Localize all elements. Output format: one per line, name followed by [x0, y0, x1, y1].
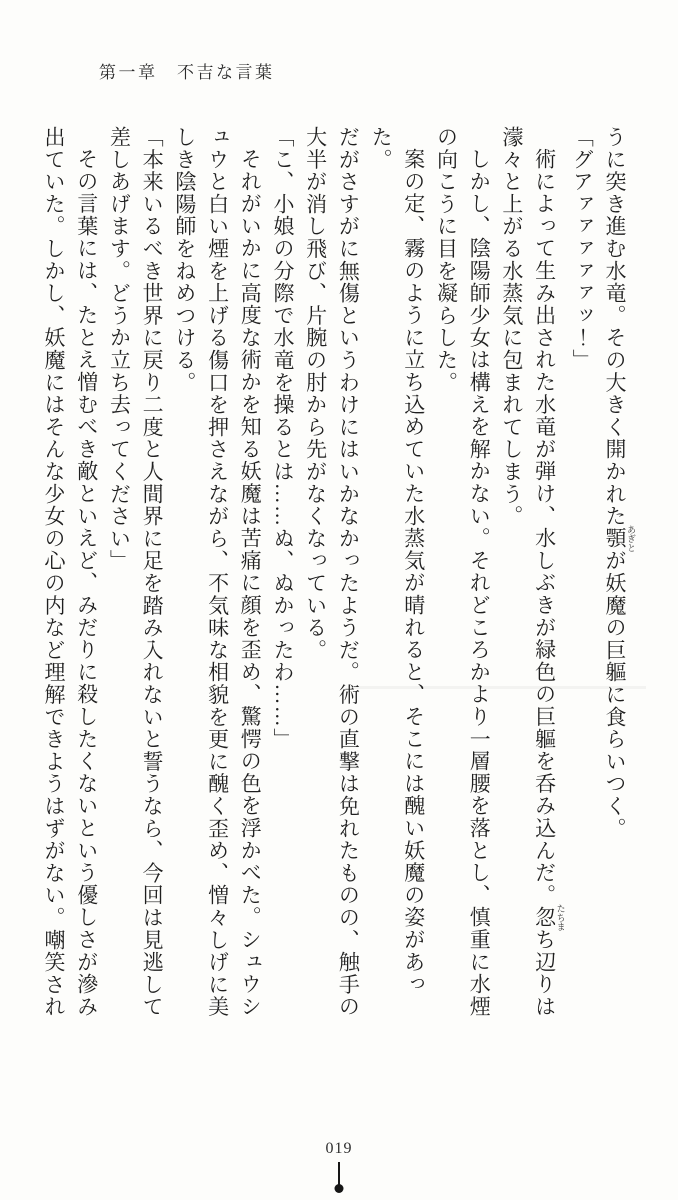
text-column: その言葉には、たとえ憎むべき敵といえど、みだりに殺したくないという優しさが滲み [74, 148, 99, 1018]
novel-body-text [42, 126, 636, 1020]
text-column: 術によって生み出された水竜が弾け、水しぶきが緑色の巨軀を呑み込んだ。忽 たちまち辺りは [532, 148, 566, 1018]
furigana-ruby: 顎 あぎと [603, 525, 636, 553]
text-column: うに突き進む水竜。その大きく開かれた顎 あぎとが妖魔の巨軀に食らいつく。 [603, 126, 636, 840]
text-column: の向こうに目を凝らした。 [434, 126, 459, 394]
text-column: だがさすがに無傷というわけにはいかなかったようだ。術の直撃は免れたものの、触手の [336, 126, 361, 1018]
text-column: 「グアァァァァァッ！」 [570, 126, 595, 372]
text-column: しき陰陽師をねめつける。 [172, 126, 197, 394]
text-column: 大半が消し飛び、片腕の肘から先がなくなっている。 [303, 126, 328, 662]
text-column: それがいかに高度な術かを知る妖魔は苦痛に顔を歪め、驚愕の色を浮かべた。シュウシ [238, 148, 263, 1018]
text-column: 差しあげます。どうか立ち去ってください」 [107, 126, 132, 572]
chapter-header: 第一章 不吉な言葉 [99, 63, 275, 82]
text-column: 「本来いるべき世界に戻り二度と人間界に足を踏み入れないと誓うなら、今回は見逃して [140, 126, 165, 1018]
scan-artifact-line [348, 686, 646, 689]
ribbon-dot-icon [335, 1184, 344, 1193]
text-column: 「こ、小娘の分際で水竜を操るとは……ぬ、ぬかったわ……」 [270, 126, 295, 751]
text-column: 案の定、霧のように立ち込めていた水蒸気が晴れると、そこには醜い妖魔の姿があった。 [369, 126, 426, 996]
text-column: 出ていた。しかし、妖魔にはそんな少女の心の内など理解できようはずがない。嘲笑され [42, 126, 67, 1018]
text-column: ュウと白い煙を上げる傷口を押さえながら、不気味な相貌を更に醜く歪め、憎々しげに美 [205, 126, 230, 1018]
page-footer [0, 1130, 678, 1200]
page-number: 019 [325, 1140, 353, 1157]
text-column: しかし、陰陽師少女は構えを解かない。それどころかより一層腰を落とし、慎重に水煙 [467, 148, 492, 1018]
text-column: 濛々と上がる水蒸気に包まれてしまう。 [499, 126, 524, 528]
ribbon-line [338, 1162, 340, 1186]
bookmark-ribbon-mark [334, 1162, 344, 1194]
furigana-ruby: 忽 たちま [532, 903, 566, 931]
